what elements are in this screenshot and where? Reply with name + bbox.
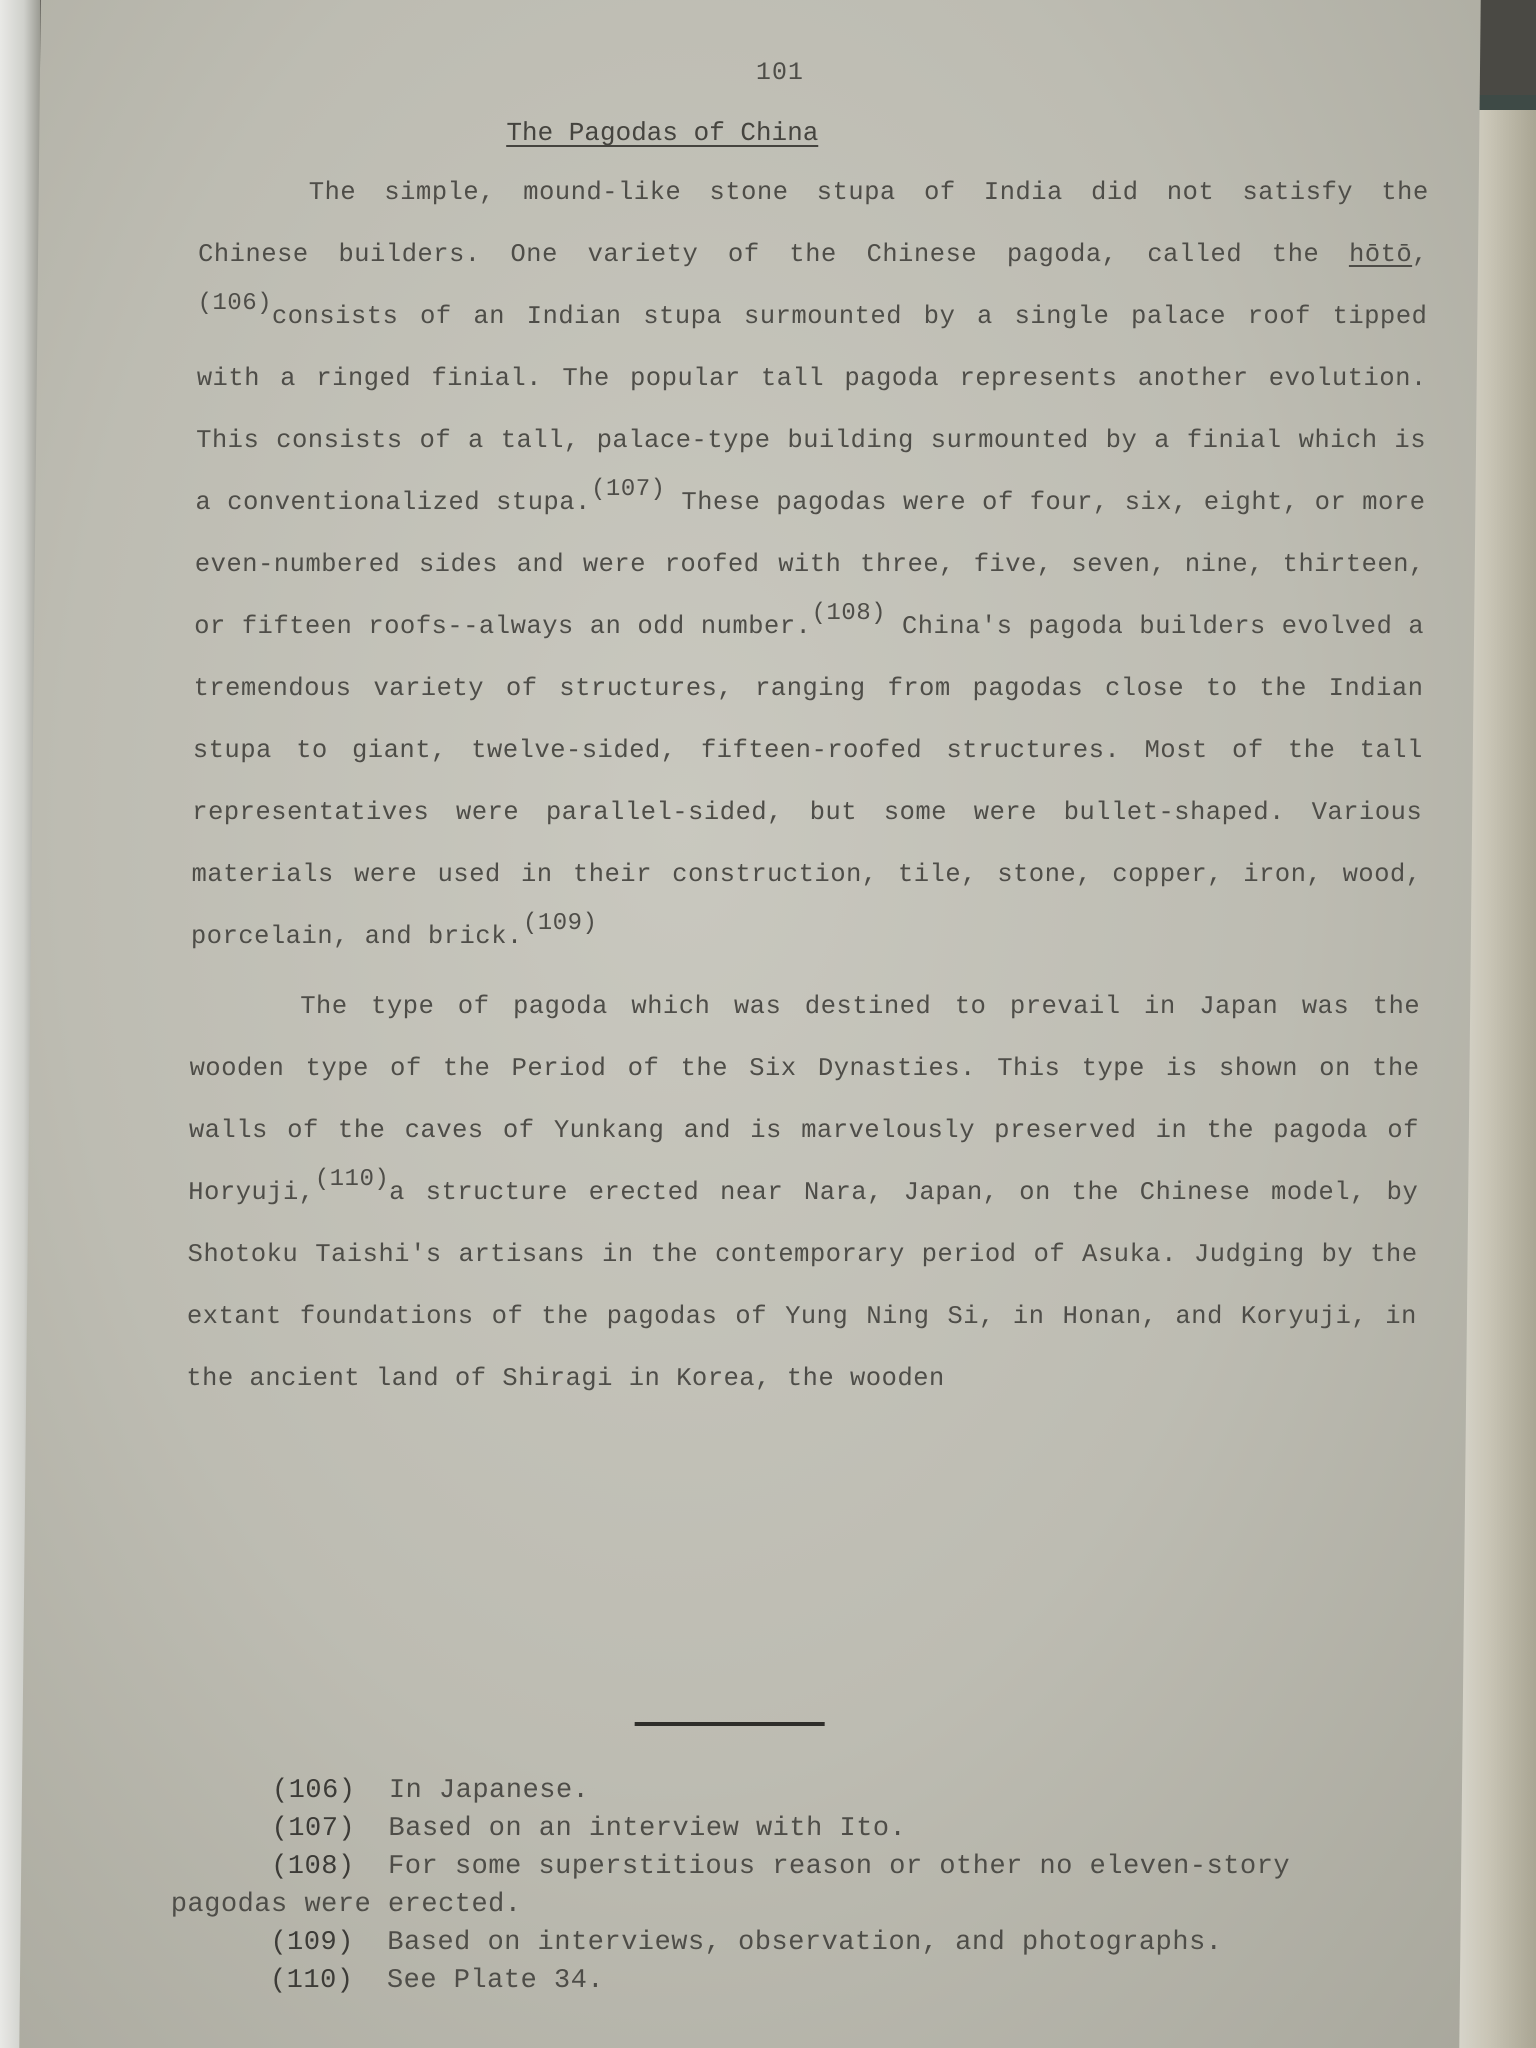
- text-run: These pagodas were of four, six, eight, or more even-numbered sides and were roofed with three, five, seven, nine, thirteen, or fifteen roofs--always an odd number.: [194, 488, 1426, 641]
- footnote-reference: (108): [811, 600, 887, 627]
- text-run: China's pagoda builders evolved a tremendous variety of structures, ranging from pagodas close to the Indian stupa to giant, twelve-sided, fifteen-roofed structures. Most of the tall representatives were parallel-sided, but some were bullet-shaped. Various materials were used in their construction, tile, stone, copper, iron, wood, porcelain, and brick.: [190, 612, 1425, 951]
- footnote-text: Based on interviews, observation, and photographs.: [387, 1928, 1223, 1958]
- footnote-reference: (106): [197, 290, 273, 317]
- footnote-reference: (110): [314, 1166, 390, 1193]
- body-text: [186, 162, 1429, 1410]
- footnote: [172, 1772, 1412, 1810]
- footnote: [170, 1962, 1410, 2000]
- text-run: consists of an Indian stupa surmounted by a single palace roof tipped with a ringed finial. The popular tall pagoda represents another evolution. This consists of a tall, palace-type building surmounted by a finial which is a conventionalized stupa.: [195, 302, 1428, 517]
- footnote-reference: (109): [522, 910, 598, 937]
- footnote-text: Based on an interview with Ito.: [388, 1814, 907, 1844]
- footnote-text: For some superstitious reason or other no eleven-story pagodas were erected.: [170, 1852, 1291, 1920]
- footnote-separator: [635, 1722, 825, 1726]
- footnote-number: (108): [271, 1852, 355, 1882]
- footnote-number: (106): [271, 1776, 356, 1806]
- footnote-number: (107): [271, 1814, 356, 1844]
- section-heading: The Pagodas of China: [506, 118, 819, 148]
- footnote-text: In Japanese.: [388, 1776, 590, 1806]
- footnotes: [170, 1772, 1412, 2000]
- footnote: [171, 1810, 1411, 1848]
- footnote: [170, 1924, 1410, 1962]
- book-page: [19, 0, 1480, 2048]
- footnote-number: (109): [270, 1928, 355, 1958]
- text-run: ,: [1412, 240, 1429, 269]
- footnote-number: (110): [269, 1966, 354, 1996]
- underlined-term: hōtō: [1348, 240, 1413, 269]
- footnote-text: See Plate 34.: [386, 1966, 605, 1996]
- text-run: The type of pagoda which was destined to prevail in Japan was the wooden type of the Period of the Six Dynasties. This type is shown on the walls of the caves of Yunkang and is marvelously preserved in the pagoda of Horyuji,: [188, 992, 1421, 1207]
- footnote: [171, 1848, 1412, 1924]
- page-number: 101: [755, 58, 805, 87]
- text-run: a structure erected near Nara, Japan, on the Chinese model, by Shotoku Taishi's artisans in the contemporary period of Asuka. Judging by the extant foundations of the pagodas of Yung Ning Si, in Honan, and Koryuji, in the ancient land of Shiragi in Korea, the wooden: [186, 1178, 1419, 1393]
- paragraph-1: [191, 162, 1429, 968]
- footnote-reference: (107): [590, 476, 666, 503]
- paragraph-2: [186, 976, 1421, 1410]
- text-run: The simple, mound-like stone stupa of India did not satisfy the Chinese builders. One variety of the Chinese pagoda, called the: [197, 178, 1429, 269]
